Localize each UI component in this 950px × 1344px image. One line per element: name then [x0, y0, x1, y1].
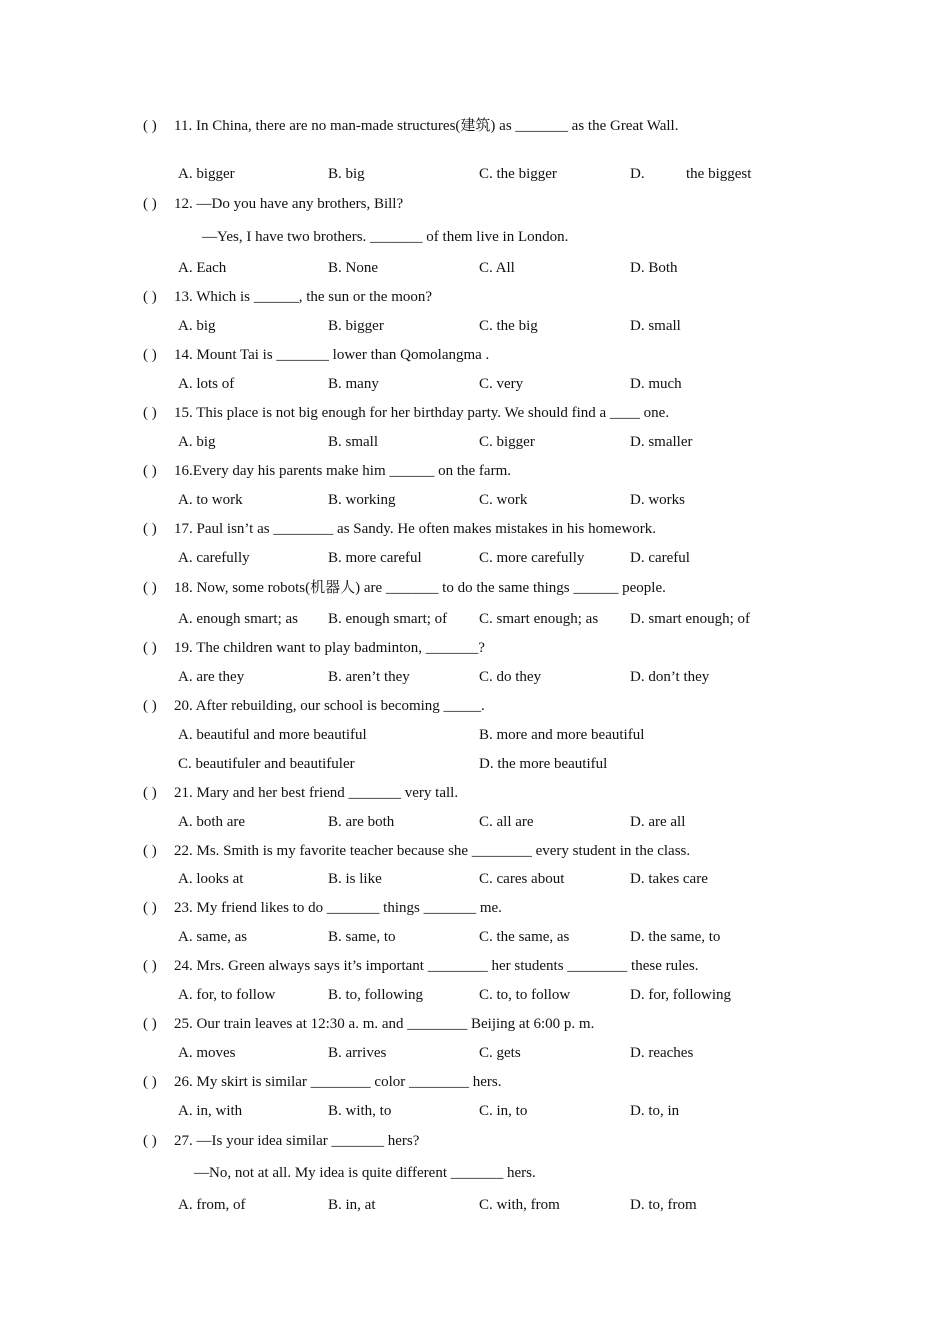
- option-a: A. Each: [178, 260, 227, 276]
- answer-blank: ( ): [143, 405, 157, 421]
- option-a: A. for, to follow: [178, 987, 276, 1003]
- answer-blank: ( ): [143, 118, 157, 134]
- question-27-continuation: [0, 1162, 950, 1184]
- answer-blank: ( ): [143, 347, 157, 363]
- option-d: D. smart enough; of: [630, 611, 750, 627]
- option-d: D. smaller: [630, 434, 693, 450]
- question-text: 26. My skirt is similar ________ color ________ hers.: [174, 1074, 502, 1090]
- options-19: [0, 666, 950, 688]
- options-20-row-1: [0, 724, 950, 746]
- question-11: [0, 115, 950, 137]
- option-d: D. the more beautiful: [479, 756, 608, 772]
- option-a: A. to work: [178, 492, 243, 508]
- option-d-letter: D.: [630, 166, 645, 182]
- options-22: [0, 868, 950, 890]
- option-c: C. in, to: [479, 1103, 528, 1119]
- question-22: [0, 840, 950, 862]
- option-d: D. the same, to: [630, 929, 721, 945]
- question-26: [0, 1071, 950, 1093]
- question-24: [0, 955, 950, 977]
- option-b: B. with, to: [328, 1103, 392, 1119]
- dialogue-reply: —No, not at all. My idea is quite different _______ hers.: [194, 1165, 536, 1181]
- option-c: C. beautifuler and beautifuler: [178, 756, 355, 772]
- options-12: [0, 257, 950, 279]
- option-d: D. Both: [630, 260, 678, 276]
- question-text: 27. —Is your idea similar _______ hers?: [174, 1133, 420, 1149]
- option-c: C. do they: [479, 669, 542, 685]
- question-text: 12. —Do you have any brothers, Bill?: [174, 196, 404, 212]
- option-c: C. the big: [479, 318, 538, 334]
- options-23: [0, 926, 950, 948]
- option-a: A. lots of: [178, 376, 235, 392]
- question-23: [0, 897, 950, 919]
- option-b: B. is like: [328, 871, 382, 887]
- option-b: B. None: [328, 260, 378, 276]
- question-13: [0, 286, 950, 308]
- option-a: A. in, with: [178, 1103, 243, 1119]
- options-15: [0, 431, 950, 453]
- option-a: A. bigger: [178, 166, 235, 182]
- question-text: 22. Ms. Smith is my favorite teacher because she ________ every student in the class.: [174, 843, 691, 859]
- question-18: [0, 577, 950, 599]
- question-12-continuation: [0, 226, 950, 248]
- option-d: D. works: [630, 492, 685, 508]
- option-b: B. more careful: [328, 550, 422, 566]
- option-d: D. careful: [630, 550, 690, 566]
- answer-blank: ( ): [143, 958, 157, 974]
- options-26: [0, 1100, 950, 1122]
- option-a: A. same, as: [178, 929, 248, 945]
- options-20-row-2: [0, 753, 950, 775]
- option-b: B. big: [328, 166, 365, 182]
- question-15: [0, 402, 950, 424]
- option-c: C. more carefully: [479, 550, 585, 566]
- option-c: C. with, from: [479, 1197, 560, 1213]
- option-d: D. for, following: [630, 987, 732, 1003]
- answer-blank: ( ): [143, 1074, 157, 1090]
- option-c: C. work: [479, 492, 528, 508]
- question-20: [0, 695, 950, 717]
- question-12: [0, 193, 950, 215]
- question-text: 21. Mary and her best friend _______ very tall.: [174, 785, 459, 801]
- options-16: [0, 489, 950, 511]
- option-a: A. carefully: [178, 550, 250, 566]
- option-b: B. in, at: [328, 1197, 376, 1213]
- option-c: C. cares about: [479, 871, 565, 887]
- option-b: B. many: [328, 376, 379, 392]
- option-b: B. small: [328, 434, 379, 450]
- option-b: B. to, following: [328, 987, 424, 1003]
- answer-blank: ( ): [143, 289, 157, 305]
- answer-blank: ( ): [143, 196, 157, 212]
- option-d: D. takes care: [630, 871, 708, 887]
- option-d: D. small: [630, 318, 681, 334]
- question-text: 14. Mount Tai is _______ lower than Qomolangma .: [174, 347, 490, 363]
- option-d: D. to, in: [630, 1103, 680, 1119]
- answer-blank: ( ): [143, 785, 157, 801]
- answer-blank: ( ): [143, 900, 157, 916]
- option-c: C. to, to follow: [479, 987, 571, 1003]
- options-11: [0, 163, 950, 185]
- answer-blank: ( ): [143, 463, 157, 479]
- question-25: [0, 1013, 950, 1035]
- option-c: C. bigger: [479, 434, 535, 450]
- option-a: A. big: [178, 434, 216, 450]
- answer-blank: ( ): [143, 1016, 157, 1032]
- option-a: A. big: [178, 318, 216, 334]
- option-b: B. arrives: [328, 1045, 387, 1061]
- option-d: D. much: [630, 376, 682, 392]
- question-text: 17. Paul isn’t as ________ as Sandy. He often makes mistakes in his homework.: [174, 521, 657, 537]
- question-text: 15. This place is not big enough for her birthday party. We should find a ____ one.: [174, 405, 670, 421]
- answer-blank: ( ): [143, 580, 157, 596]
- option-c: C. All: [479, 260, 515, 276]
- option-a: A. looks at: [178, 871, 244, 887]
- option-a: A. both are: [178, 814, 246, 830]
- dialogue-reply: —Yes, I have two brothers. _______ of them live in London.: [202, 229, 569, 245]
- option-d: D. to, from: [630, 1197, 697, 1213]
- option-c: C. gets: [479, 1045, 521, 1061]
- option-a: A. beautiful and more beautiful: [178, 727, 367, 743]
- answer-blank: ( ): [143, 698, 157, 714]
- options-13: [0, 315, 950, 337]
- question-14: [0, 344, 950, 366]
- option-d-text: the biggest: [686, 166, 752, 182]
- question-text: 20. After rebuilding, our school is becoming _____.: [174, 698, 485, 714]
- options-14: [0, 373, 950, 395]
- option-a: A. from, of: [178, 1197, 246, 1213]
- options-25: [0, 1042, 950, 1064]
- option-c: C. the same, as: [479, 929, 570, 945]
- option-d: D. are all: [630, 814, 686, 830]
- question-21: [0, 782, 950, 804]
- option-c: C. all are: [479, 814, 534, 830]
- option-b: B. working: [328, 492, 396, 508]
- question-text: 25. Our train leaves at 12:30 a. m. and ________ Beijing at 6:00 p. m.: [174, 1016, 595, 1032]
- options-21: [0, 811, 950, 833]
- options-18: [0, 608, 950, 630]
- question-17: [0, 518, 950, 540]
- option-d: D. reaches: [630, 1045, 694, 1061]
- option-b: B. same, to: [328, 929, 396, 945]
- option-a: A. are they: [178, 669, 245, 685]
- option-c: C. the bigger: [479, 166, 557, 182]
- option-b: B. are both: [328, 814, 395, 830]
- options-24: [0, 984, 950, 1006]
- answer-blank: ( ): [143, 521, 157, 537]
- question-text: 24. Mrs. Green always says it’s important ________ her students ________ these rules.: [174, 958, 699, 974]
- question-19: [0, 637, 950, 659]
- option-d: D. don’t they: [630, 669, 710, 685]
- question-27: [0, 1130, 950, 1152]
- options-17: [0, 547, 950, 569]
- option-c: C. very: [479, 376, 524, 392]
- question-text: 23. My friend likes to do _______ things _______ me.: [174, 900, 502, 916]
- question-text: 18. Now, some robots(机器人) are _______ to do the same things ______ people.: [174, 580, 666, 596]
- option-b: B. more and more beautiful: [479, 727, 645, 743]
- answer-blank: ( ): [143, 843, 157, 859]
- question-text: 19. The children want to play badminton, _______?: [174, 640, 485, 656]
- option-a: A. moves: [178, 1045, 236, 1061]
- question-16: [0, 460, 950, 482]
- question-text: 11. In China, there are no man-made structures(建筑) as _______ as the Great Wall.: [174, 118, 679, 134]
- option-b: B. aren’t they: [328, 669, 410, 685]
- question-text: 16.Every day his parents make him ______ on the farm.: [174, 463, 512, 479]
- options-27: [0, 1194, 950, 1216]
- option-c: C. smart enough; as: [479, 611, 599, 627]
- question-text: 13. Which is ______, the sun or the moon?: [174, 289, 433, 305]
- option-b: B. enough smart; of: [328, 611, 448, 627]
- option-a: A. enough smart; as: [178, 611, 298, 627]
- answer-blank: ( ): [143, 640, 157, 656]
- answer-blank: ( ): [143, 1133, 157, 1149]
- option-b: B. bigger: [328, 318, 384, 334]
